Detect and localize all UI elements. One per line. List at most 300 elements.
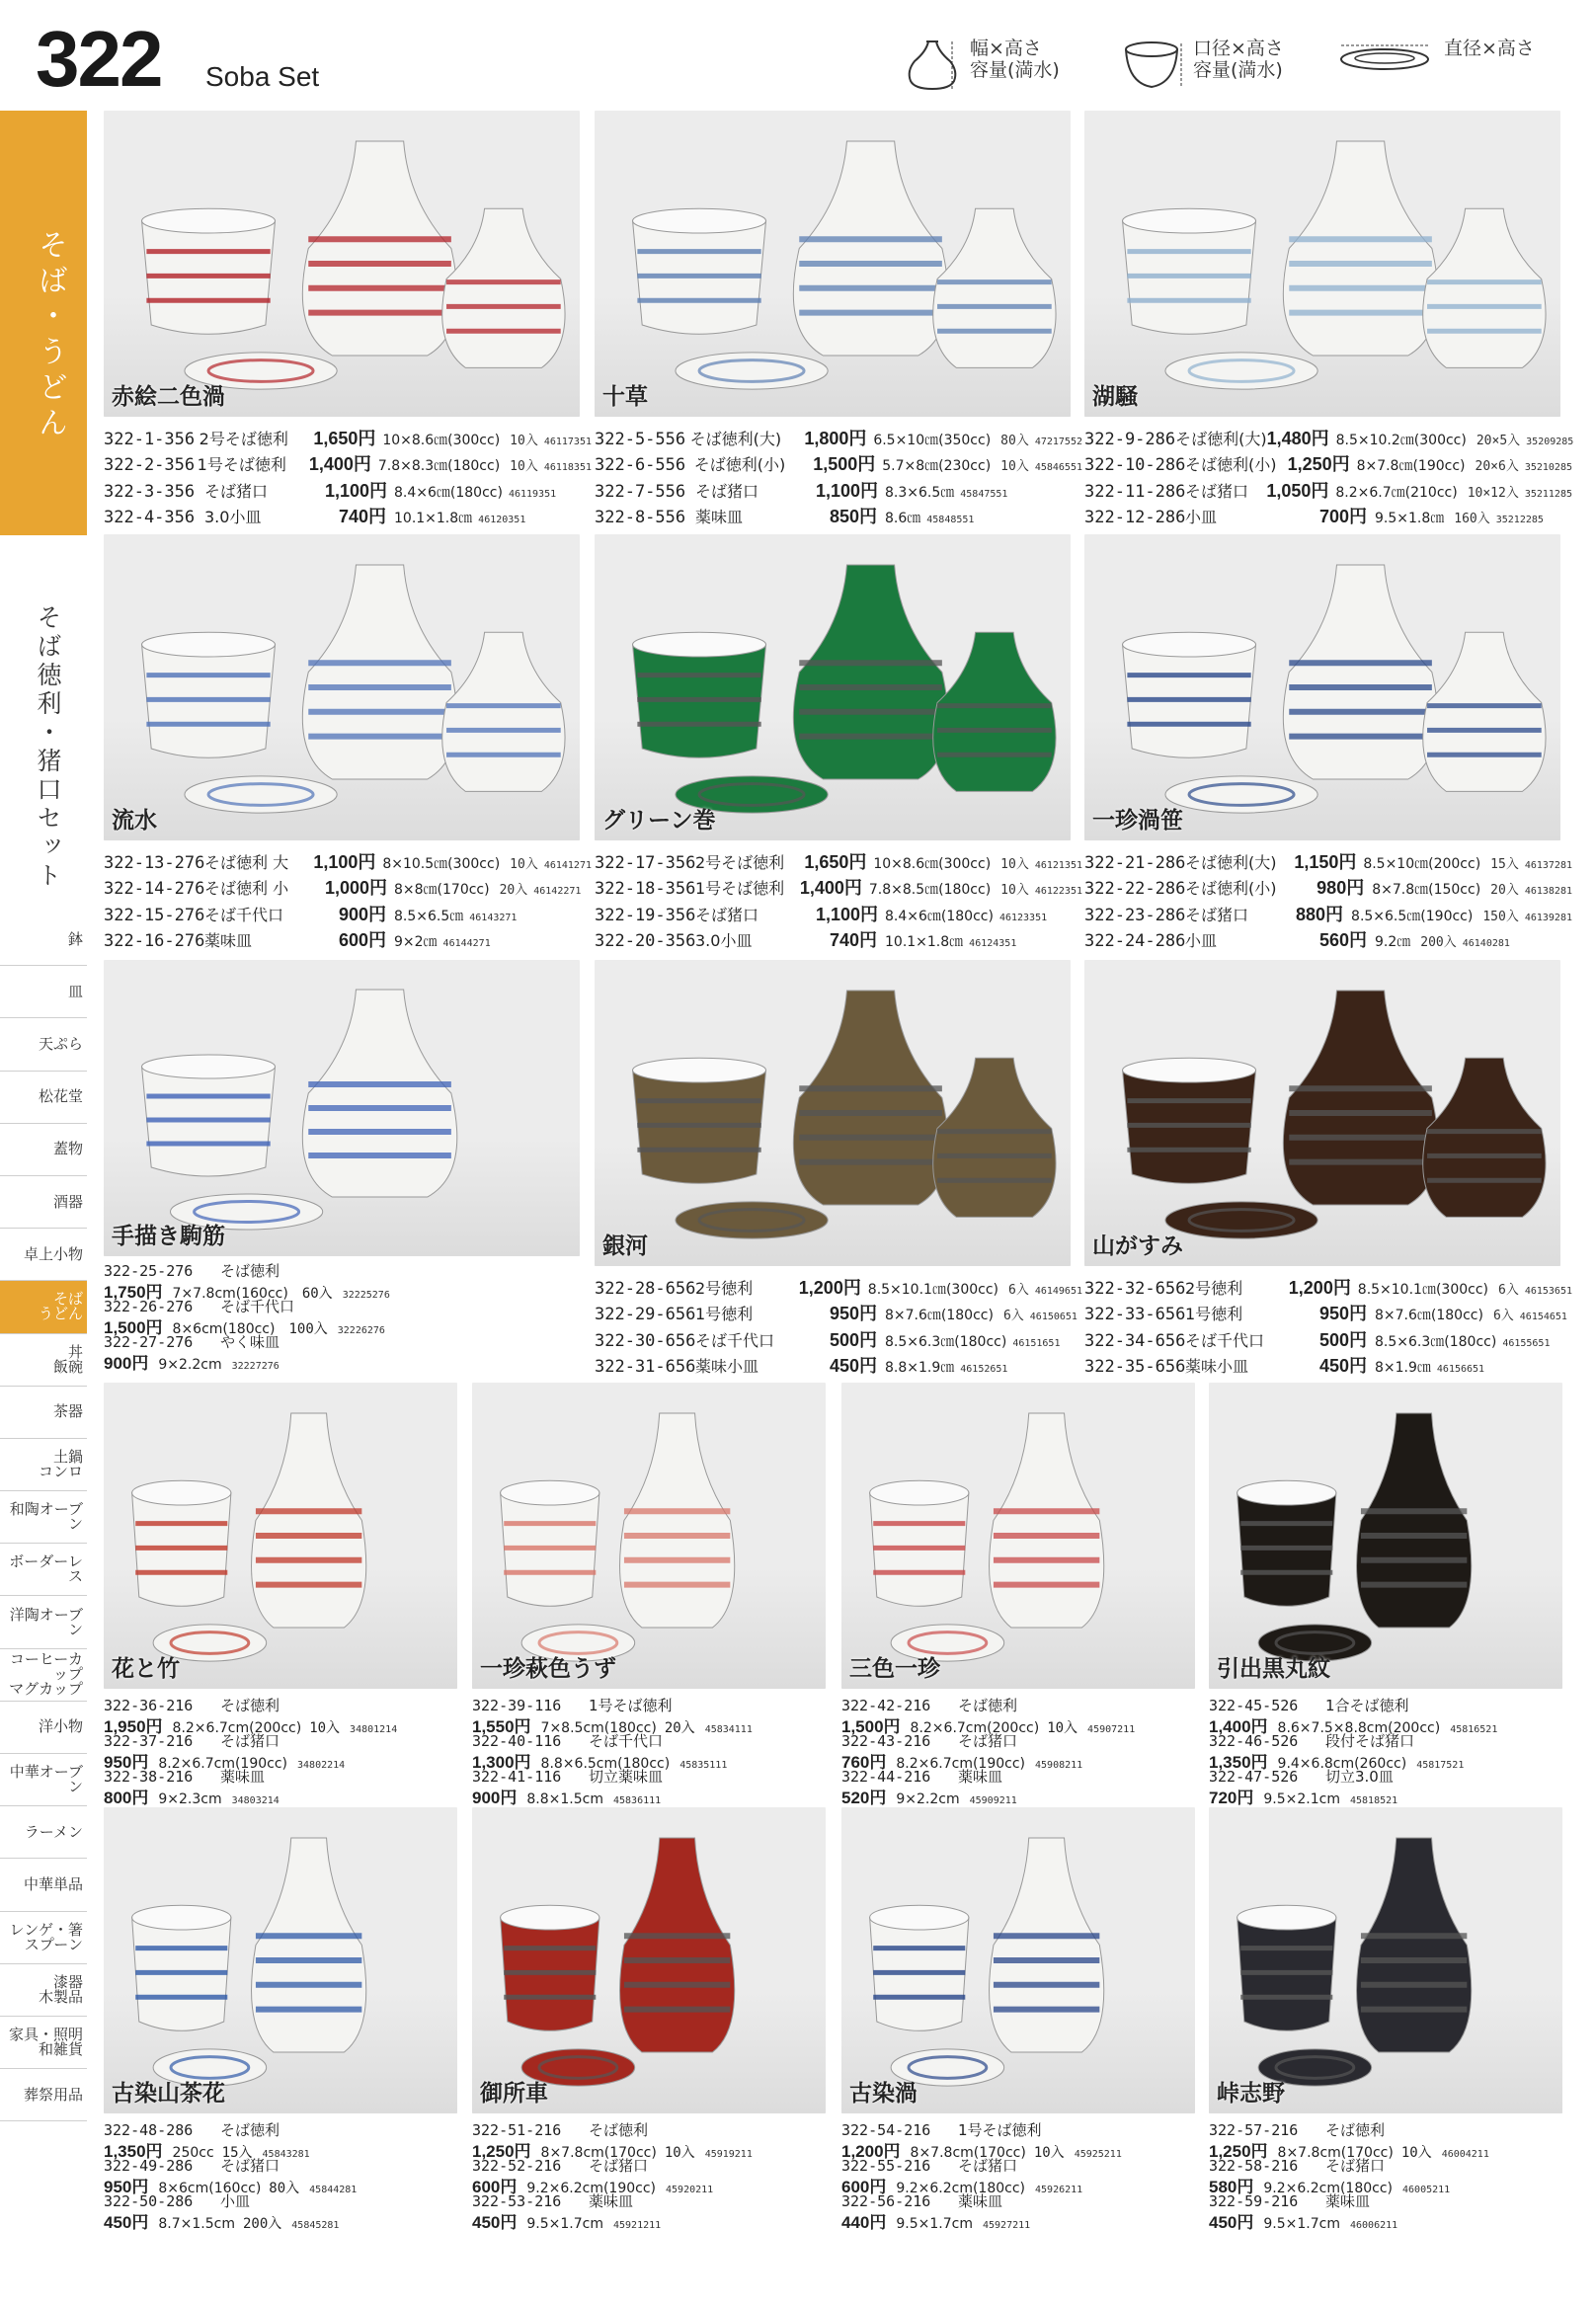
item-barcode: 46140281 xyxy=(1462,938,1510,950)
tokkuri-icon xyxy=(903,38,962,93)
list-item xyxy=(104,848,592,874)
sidebar-category[interactable]: ボーダーレス xyxy=(0,1544,87,1596)
item-qty: 6入 xyxy=(1498,1283,1519,1298)
item-barcode: 45845281 xyxy=(291,2220,340,2231)
item-barcode: 32225276 xyxy=(342,1290,390,1301)
item-size: 9.4×6.8cm(260cc) xyxy=(1277,1756,1407,1772)
legend-choko xyxy=(1122,38,1284,93)
item-code: 322-12-286 xyxy=(1084,508,1186,528)
sidebar-category[interactable]: ラーメン xyxy=(0,1806,87,1859)
item-code: 322-32-656 xyxy=(1084,1279,1186,1299)
item-code: 322-18-356 xyxy=(595,879,696,900)
product-name: 十草 xyxy=(602,384,648,410)
list-item xyxy=(104,1730,457,1748)
product-photo xyxy=(472,1807,826,2113)
sidebar-category[interactable]: 天ぷら xyxy=(0,1018,87,1071)
item-code: 322-43-216 xyxy=(841,1732,931,1750)
item-qty: 10入 xyxy=(510,434,538,448)
list-item xyxy=(1209,2119,1562,2137)
item-code: 322-45-526 xyxy=(1209,1697,1299,1714)
item-list xyxy=(595,425,1082,529)
sidebar-category[interactable]: 中華オーブン xyxy=(0,1754,87,1806)
item-list xyxy=(104,425,592,529)
category-index xyxy=(0,914,87,2121)
list-item xyxy=(1084,901,1572,926)
item-price: 1,100円 xyxy=(816,480,879,501)
item-price: 950円 xyxy=(1318,1304,1367,1324)
product-photo-icon xyxy=(1084,111,1560,417)
item-code: 322-19-356 xyxy=(595,905,696,925)
item-code: 322-39-116 xyxy=(472,1697,562,1714)
item-barcode: 46150651 xyxy=(1029,1312,1077,1323)
item-barcode: 45817521 xyxy=(1416,1760,1465,1771)
item-price: 600円 xyxy=(472,2178,518,2196)
sidebar-category[interactable]: 松花堂 xyxy=(0,1072,87,1124)
item-size: 9×2㎝ xyxy=(394,934,438,951)
item-barcode: 45921211 xyxy=(612,2220,662,2231)
item-name: 段付そば猪口 xyxy=(1325,1732,1415,1750)
item-barcode: 46117351 xyxy=(543,437,592,447)
list-item xyxy=(595,1352,1082,1378)
product-photo xyxy=(1084,534,1560,840)
item-code: 322-48-286 xyxy=(104,2121,194,2139)
list-item xyxy=(595,926,1082,952)
legend-tokkuri xyxy=(903,38,1060,93)
item-name: そば徳利(小) xyxy=(693,455,786,475)
list-item xyxy=(1084,503,1572,528)
item-name: 1合そば徳利 xyxy=(1325,1697,1409,1714)
item-barcode: 46153651 xyxy=(1524,1286,1572,1297)
item-price: 850円 xyxy=(829,507,877,527)
product-name: 古染山茶花 xyxy=(112,2081,225,2107)
legend-plate-label: 直径×高さ xyxy=(1444,38,1535,59)
item-name: そば猪口 xyxy=(204,481,269,501)
list-item xyxy=(1209,1730,1562,1748)
item-code: 322-8-556 xyxy=(595,508,686,528)
page-number: 322 xyxy=(36,15,162,103)
item-name: そば千代口 xyxy=(1185,1330,1265,1350)
list-item xyxy=(104,477,592,503)
list-item xyxy=(472,2119,826,2137)
item-barcode: 46005211 xyxy=(1402,2185,1451,2195)
item-code: 322-21-286 xyxy=(1084,853,1186,873)
list-item xyxy=(104,1695,457,1712)
item-qty: 6入 xyxy=(1002,1309,1024,1324)
list-item xyxy=(595,848,1082,874)
item-price: 1,350円 xyxy=(1209,1753,1268,1772)
item-list xyxy=(595,848,1082,953)
item-name: そば猪口 xyxy=(1185,481,1249,501)
item-size: 8×10.5㎝(300cc) xyxy=(382,856,501,872)
item-barcode: 46139281 xyxy=(1524,912,1572,923)
item-barcode: 34801214 xyxy=(350,1724,398,1735)
product-photo xyxy=(104,534,580,840)
item-name: そば徳利(大) xyxy=(689,430,782,448)
item-list xyxy=(104,2119,457,2232)
item-qty: 20入 xyxy=(1490,883,1519,899)
item-price: 1,350円 xyxy=(104,2142,163,2161)
item-size: 8×7.6㎝(180cc) xyxy=(1375,1308,1483,1324)
item-price: 1,250円 xyxy=(1209,2142,1268,2161)
item-code: 322-7-556 xyxy=(595,481,686,502)
item-code: 322-10-286 xyxy=(1084,455,1186,476)
list-item xyxy=(595,1300,1082,1325)
item-qty: 10入 xyxy=(1033,2145,1065,2161)
list-item xyxy=(841,2119,1195,2137)
plate-icon xyxy=(1337,38,1436,77)
item-name: 1号そば徳利 xyxy=(958,2121,1042,2139)
sidebar-category[interactable]: コーヒーカップ マグカップ xyxy=(0,1649,87,1702)
item-size: 9×2.2cm xyxy=(896,1791,960,1807)
item-name: 薬味皿 xyxy=(204,931,253,951)
list-item xyxy=(841,2190,1195,2208)
product-photo-icon xyxy=(104,1383,457,1689)
item-price: 1,250円 xyxy=(1287,454,1350,475)
item-qty: 10入 xyxy=(510,459,538,475)
item-name: 小皿 xyxy=(1185,931,1218,951)
item-name: そば徳利(大) xyxy=(1175,430,1267,448)
item-name: そば徳利(大) xyxy=(1185,853,1277,872)
item-price: 1,400円 xyxy=(1209,1717,1268,1736)
item-list xyxy=(1084,425,1572,529)
item-price: 1,500円 xyxy=(813,454,876,475)
sidebar-category[interactable]: 和陶オーブン xyxy=(0,1491,87,1544)
item-code: 322-15-276 xyxy=(104,905,205,925)
item-size: 250cc xyxy=(172,2145,214,2161)
list-item xyxy=(104,2119,457,2137)
list-item xyxy=(472,2190,826,2208)
item-price: 1,400円 xyxy=(799,878,862,899)
item-price: 1,550円 xyxy=(472,1717,531,1736)
item-code: 322-6-556 xyxy=(595,455,686,476)
item-code: 322-57-216 xyxy=(1209,2121,1299,2139)
item-size: 8.8×1.9㎝ xyxy=(885,1360,955,1377)
item-price: 450円 xyxy=(472,2213,518,2232)
item-price: 450円 xyxy=(1318,1356,1367,1377)
item-qty: 200入 xyxy=(1420,935,1457,951)
item-qty: 10入 xyxy=(1000,857,1029,872)
item-price: 1,800円 xyxy=(804,429,867,448)
item-code: 322-20-356 xyxy=(595,931,696,952)
product-photo xyxy=(1209,1807,1562,2113)
list-item xyxy=(1084,1300,1572,1325)
item-size: 8.4×6㎝(180cc) xyxy=(394,484,503,501)
product-photo xyxy=(1209,1383,1562,1689)
product-photo xyxy=(841,1383,1195,1689)
sidebar-category[interactable]: 葬祭用品 xyxy=(0,2069,87,2121)
product-name: 銀河 xyxy=(602,1233,648,1259)
list-item xyxy=(595,1326,1082,1352)
item-barcode: 46006211 xyxy=(1349,2220,1398,2231)
item-code: 322-50-286 xyxy=(104,2192,194,2210)
item-barcode: 45847551 xyxy=(960,488,1008,500)
item-size: 7×8.5cm(180cc) xyxy=(540,1720,657,1736)
item-name: そば徳利 xyxy=(1325,2121,1386,2139)
item-price: 1,000円 xyxy=(325,878,388,899)
item-list xyxy=(1084,1274,1572,1379)
item-name: そば猪口 xyxy=(695,481,759,501)
item-qty: 80入 xyxy=(269,2181,300,2196)
product-name: 流水 xyxy=(112,808,157,834)
item-list xyxy=(1209,2119,1562,2232)
item-qty: 10入 xyxy=(510,857,538,872)
item-price: 600円 xyxy=(841,2178,887,2196)
item-size: 8×7.8cm(170cc) xyxy=(1277,2145,1394,2161)
item-qty: 80入 xyxy=(1000,434,1029,448)
item-size: 9.2×6.2cm(180cc) xyxy=(1263,2181,1394,2196)
item-price: 1,100円 xyxy=(816,904,879,924)
item-barcode: 45925211 xyxy=(1074,2149,1122,2160)
product-photo xyxy=(1084,111,1560,417)
page-title: Soba Set xyxy=(205,61,320,92)
list-item xyxy=(104,425,592,450)
item-code: 322-46-526 xyxy=(1209,1732,1299,1750)
item-code: 322-31-656 xyxy=(595,1357,696,1378)
item-name: そば猪口 xyxy=(589,2157,649,2175)
legend-plate xyxy=(1337,38,1535,77)
sidebar-category[interactable]: 洋陶オーブン xyxy=(0,1596,87,1648)
sidebar-category[interactable]: 皿 xyxy=(0,966,87,1018)
list-item xyxy=(472,1695,826,1712)
item-code: 322-22-286 xyxy=(1084,879,1186,900)
item-size: 8×7.8cm(170cc) xyxy=(910,2145,1026,2161)
item-barcode: 46137281 xyxy=(1524,860,1572,871)
item-size: 8.5×6.5㎝(190cc) xyxy=(1351,908,1474,924)
item-name: 切立薬味皿 xyxy=(589,1768,664,1786)
item-name: やく味皿 xyxy=(220,1333,280,1351)
sidebar-category[interactable]: 丼 飯碗 xyxy=(0,1334,87,1387)
list-item xyxy=(104,503,592,528)
item-barcode: 46138281 xyxy=(1524,886,1572,898)
item-list xyxy=(104,1695,457,1807)
item-qty: 160入 xyxy=(1454,512,1490,527)
item-qty: 20×5入 xyxy=(1476,434,1521,448)
list-item-detail xyxy=(104,1278,580,1302)
list-item xyxy=(472,1766,826,1784)
choko-icon xyxy=(1122,38,1185,93)
item-price: 560円 xyxy=(1318,930,1367,951)
sidebar-category[interactable]: 漆器 木製品 xyxy=(0,1964,87,2017)
item-size: 10.1×1.8㎝ xyxy=(885,934,964,951)
item-code: 322-38-216 xyxy=(104,1768,194,1786)
sidebar-category[interactable]: 土鍋 コンロ xyxy=(0,1439,87,1491)
item-size: 6.5×10㎝(350cc) xyxy=(873,433,992,448)
item-size: 8×7.6㎝(180cc) xyxy=(885,1308,994,1324)
item-qty: 10入 xyxy=(664,2145,695,2161)
item-price: 800円 xyxy=(104,1789,149,1807)
item-size: 10.1×1.8㎝ xyxy=(394,511,473,527)
product-photo xyxy=(595,534,1071,840)
product-photo-icon xyxy=(472,1383,826,1689)
sidebar-category[interactable]: 洋小物 xyxy=(0,1702,87,1754)
item-name: 1号徳利 xyxy=(695,1305,754,1324)
item-size: 8.8×1.5cm xyxy=(526,1791,603,1807)
item-code: 322-11-286 xyxy=(1084,481,1186,502)
item-size: 8.6×7.5×8.8cm(200cc) xyxy=(1277,1720,1441,1736)
list-item xyxy=(1084,450,1572,476)
subsection-label: そば徳利・猪口セット xyxy=(34,604,62,891)
sidebar-category[interactable]: 茶器 xyxy=(0,1387,87,1439)
sidebar-category[interactable]: 卓上小物 xyxy=(0,1229,87,1281)
item-barcode: 45835111 xyxy=(679,1760,728,1771)
sidebar-category[interactable]: 家具・照明 和雑貨 xyxy=(0,2017,87,2069)
item-name: 薬味皿 xyxy=(589,2192,634,2210)
item-barcode: 46156651 xyxy=(1436,1364,1485,1376)
list-item xyxy=(595,450,1082,476)
item-code: 322-26-276 xyxy=(104,1298,194,1315)
item-qty: 20×6入 xyxy=(1475,459,1519,475)
product-photo xyxy=(595,960,1071,1266)
product-photo-icon xyxy=(1209,1383,1562,1689)
item-price: 450円 xyxy=(829,1356,877,1377)
item-size: 8.5×10㎝(200cc) xyxy=(1363,856,1481,872)
item-price: 1,200円 xyxy=(1288,1278,1351,1298)
item-code: 322-23-286 xyxy=(1084,905,1186,925)
product-photo xyxy=(841,1807,1195,2113)
list-item xyxy=(1209,1766,1562,1784)
sidebar-category[interactable]: 鉢 xyxy=(0,914,87,966)
item-name: そば徳利(小) xyxy=(1185,455,1277,475)
product-name: 赤絵二色渦 xyxy=(112,384,225,410)
item-price: 950円 xyxy=(104,1753,149,1772)
item-qty: 20入 xyxy=(499,883,528,899)
list-item xyxy=(104,1260,580,1278)
item-name: そば猪口 xyxy=(695,905,759,924)
item-size: 7.8×8.3㎝(180cc) xyxy=(377,458,501,475)
item-list xyxy=(595,1274,1082,1379)
item-price: 520円 xyxy=(841,1789,887,1807)
item-price: 950円 xyxy=(829,1304,877,1324)
product-photo-icon xyxy=(104,534,580,840)
item-name: 2号そば徳利 xyxy=(199,430,288,448)
item-qty: 100入 xyxy=(288,1321,328,1337)
item-price: 900円 xyxy=(472,1789,518,1807)
item-price: 1,480円 xyxy=(1266,429,1329,448)
item-name: そば千代口 xyxy=(220,1298,295,1315)
product-photo-icon xyxy=(1084,960,1560,1266)
item-name: そば猪口 xyxy=(958,1732,1018,1750)
item-name: そば徳利 xyxy=(220,2121,280,2139)
product-name: 一珍萩色うず xyxy=(480,1656,616,1682)
item-list xyxy=(104,848,592,953)
sidebar-category[interactable]: 中華単品 xyxy=(0,1859,87,1911)
item-qty: 200入 xyxy=(242,2216,282,2232)
item-price: 760円 xyxy=(841,1753,887,1772)
item-price: 1,250円 xyxy=(472,2142,531,2161)
item-size: 9×2.3cm xyxy=(158,1791,222,1807)
sidebar-category[interactable]: レンゲ・箸 スプーン xyxy=(0,1912,87,1964)
item-code: 322-16-276 xyxy=(104,931,205,952)
item-code: 322-17-356 xyxy=(595,853,696,873)
item-code: 322-1-356 xyxy=(104,430,196,449)
list-item xyxy=(841,1695,1195,1712)
product-name: 古染渦 xyxy=(849,2081,918,2107)
item-price: 1,500円 xyxy=(841,1717,901,1736)
product-name: グリーン巻 xyxy=(602,808,716,834)
item-barcode: 46124351 xyxy=(969,938,1017,950)
sidebar-category[interactable]: そば うどん xyxy=(0,1281,87,1333)
product-name: 一珍渦笹 xyxy=(1092,808,1183,834)
item-barcode: 45909211 xyxy=(969,1795,1017,1806)
item-code: 322-53-216 xyxy=(472,2192,562,2210)
item-price: 950円 xyxy=(104,2178,149,2196)
product-name: 山がすみ xyxy=(1092,1233,1183,1259)
item-barcode: 32226276 xyxy=(337,1325,385,1336)
item-qty: 10入 xyxy=(309,1720,341,1736)
product-name: 引出黒丸紋 xyxy=(1217,1656,1330,1682)
item-code: 322-34-656 xyxy=(1084,1330,1186,1351)
item-size: 7.8×8.5㎝(180cc) xyxy=(868,882,992,899)
item-size: 8.6㎝ xyxy=(885,511,921,527)
item-barcode: 45843281 xyxy=(262,2149,310,2160)
item-name: そば千代口 xyxy=(204,905,284,924)
item-barcode: 47217552 xyxy=(1034,437,1082,447)
item-price: 1,200円 xyxy=(798,1278,861,1298)
item-list xyxy=(841,1695,1195,1807)
list-item xyxy=(472,1730,826,1748)
product-photo xyxy=(104,1383,457,1689)
item-code: 322-33-656 xyxy=(1084,1305,1186,1325)
item-code: 322-54-216 xyxy=(841,2121,931,2139)
item-price: 440円 xyxy=(841,2213,887,2232)
product-photo-icon xyxy=(841,1383,1195,1689)
list-item xyxy=(1084,926,1572,952)
item-barcode: 34802214 xyxy=(297,1760,346,1771)
item-size: 8.5×6.3㎝(180cc) xyxy=(885,1333,1007,1350)
item-size: 8.5×6.3㎝(180cc) xyxy=(1375,1333,1497,1350)
item-code: 322-27-276 xyxy=(104,1333,194,1351)
item-barcode: 45818521 xyxy=(1349,1795,1398,1806)
list-item xyxy=(1084,1352,1572,1378)
item-list xyxy=(472,2119,826,2232)
list-item xyxy=(1084,848,1572,874)
item-price: 1,400円 xyxy=(308,454,371,475)
list-item xyxy=(1209,2190,1562,2208)
item-size: 9.2㎝ xyxy=(1375,934,1411,951)
sidebar-category[interactable]: 蓋物 xyxy=(0,1124,87,1176)
item-code: 322-9-286 xyxy=(1084,430,1176,449)
product-photo xyxy=(104,1807,457,2113)
item-size: 8×8㎝(170cc) xyxy=(394,882,490,899)
item-barcode: 35209285 xyxy=(1526,437,1574,447)
product-name: 峠志野 xyxy=(1217,2081,1285,2107)
item-code: 322-56-216 xyxy=(841,2192,931,2210)
item-size: 8×7.8㎝(150cc) xyxy=(1372,882,1481,899)
list-item xyxy=(595,477,1082,503)
item-barcode: 46119351 xyxy=(508,488,557,500)
item-code: 322-49-286 xyxy=(104,2157,194,2175)
list-item xyxy=(841,2155,1195,2173)
item-price: 1,300円 xyxy=(472,1753,531,1772)
item-barcode: 46142271 xyxy=(533,886,582,898)
item-code: 322-36-216 xyxy=(104,1697,194,1714)
item-barcode: 45926211 xyxy=(1035,2185,1083,2195)
item-barcode: 46144271 xyxy=(442,938,491,950)
item-list xyxy=(472,1695,826,1807)
product-photo-icon xyxy=(1209,1807,1562,2113)
item-name: 1号徳利 xyxy=(1185,1305,1243,1324)
item-barcode: 35212285 xyxy=(1495,515,1544,526)
item-barcode: 46122351 xyxy=(1034,886,1082,898)
product-photo-icon xyxy=(595,960,1071,1266)
item-size: 8×1.9㎝ xyxy=(1375,1360,1431,1377)
item-code: 322-59-216 xyxy=(1209,2192,1299,2210)
product-photo-icon xyxy=(104,1807,457,2113)
product-photo-icon xyxy=(595,534,1071,840)
item-name: 薬味皿 xyxy=(695,508,744,527)
sidebar-category[interactable]: 酒器 xyxy=(0,1176,87,1229)
list-item xyxy=(1209,1695,1562,1712)
